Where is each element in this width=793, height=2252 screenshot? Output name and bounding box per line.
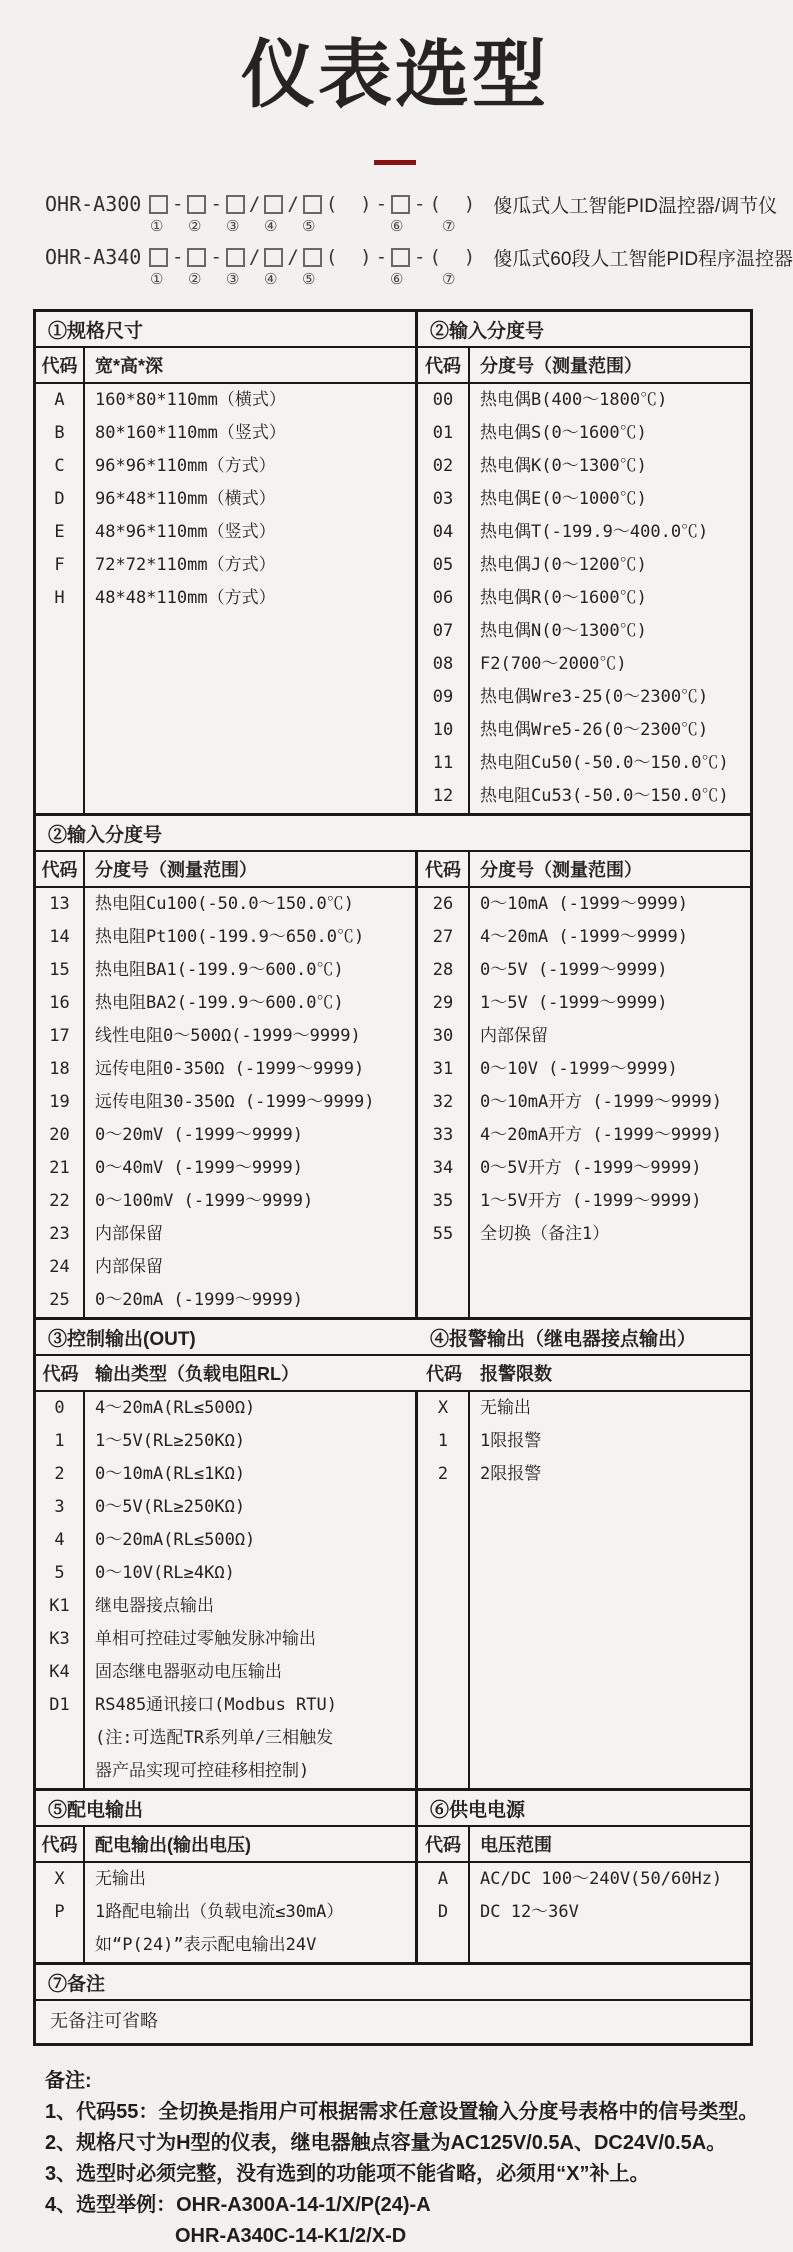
table-section-remark [36,1962,750,2043]
position-marker: ③ [226,218,240,235]
model-description: 傻瓜式60段人工智能PID程序温控器 [493,248,793,270]
value-column [470,888,750,1317]
code-column [36,1392,85,1788]
row-label: 热电偶N(0～1300℃) [480,621,647,641]
page-title: 仪表选型 [241,33,549,116]
pattern-box [303,248,322,267]
row-label: 0～10mA(RL≤1KΩ) [95,1464,246,1484]
row-label: 无输出 [95,1869,146,1889]
row-code: 07 [432,621,454,641]
column-header: 分度号（测量范围） [480,860,642,880]
row-code: 32 [432,1092,454,1112]
row-code: 31 [432,1059,454,1079]
row-code: 1 [437,1431,449,1451]
row-label: 热电偶E(0～1000℃) [480,489,647,509]
row-label: 0～20mA(RL≤500Ω) [95,1530,256,1550]
row-label: 4～20mA(RL≤500Ω) [95,1398,256,1418]
pattern-box [149,248,168,267]
row-label: 72*72*110mm（方式） [95,555,276,575]
row-code: A [54,390,65,410]
pattern-token: ( ) [429,193,476,215]
pattern-token: ( ) [325,193,372,215]
note-item: OHR-A340C-14-K1/2/X-D [175,2225,407,2247]
row-label: 热电偶S(0～1600℃) [480,423,647,443]
row-code: 04 [432,522,454,542]
table-section-control-output-and-alarm [36,1317,750,1788]
column-header: 报警限数 [480,1364,552,1384]
row-label: 热电偶K(0～1300℃) [480,456,647,476]
row-code: 15 [49,960,70,980]
column-header-row [36,1827,750,1863]
column-header: 分度号（测量范围） [480,356,642,376]
row-label: 热电阻Cu50(-50.0～150.0℃) [480,753,729,773]
row-code: K3 [49,1629,70,1649]
row-label: 96*96*110mm（方式） [95,456,276,476]
row-code: X [54,1869,65,1889]
row-label: 热电偶B(400～1800℃) [480,390,668,410]
row-code: 06 [432,588,454,608]
selection-table [33,309,753,2046]
row-label: F2(700～2000℃) [480,654,627,674]
row-label: 0～10V (-1999～9999) [480,1059,678,1079]
pattern-token: - [414,193,426,215]
value-column [85,888,418,1317]
pattern-box [264,248,283,267]
pattern-token: / [287,246,299,268]
pattern-token: - [210,246,222,268]
row-label: 4～20mA (-1999～9999) [480,927,688,947]
section-title: ⑦备注 [48,1973,106,1995]
section-rows [36,1863,750,1962]
pattern-box [303,195,322,214]
row-code: 00 [432,390,454,410]
pattern-token: ( ) [325,246,372,268]
row-label: 0～5V (-1999～9999) [480,960,668,980]
row-label: 固态继电器驱动电压输出 [95,1662,282,1682]
pattern-box [149,195,168,214]
row-label: 热电阻Pt100(-199.9～650.0℃) [95,927,365,947]
row-label: 如“P(24)”表示配电输出24V [95,1935,317,1955]
row-code: A [437,1869,449,1889]
pattern-token: - [375,193,388,215]
model-name: OHR-A340 [45,245,142,269]
code-column [418,1863,470,1962]
position-marker: ⑤ [302,271,316,288]
pattern-token: - [375,246,388,268]
table-row: 无备注可省略 [50,2011,158,2032]
row-code: 05 [432,555,454,575]
row-code: 28 [432,960,454,980]
row-label: 48*96*110mm（竖式） [95,522,276,542]
row-code: 12 [432,786,454,806]
section-title: ③控制输出(OUT) [48,1328,196,1350]
position-marker: ⑦ [442,271,456,288]
section-title-band [36,1791,750,1827]
column-header: 代码 [36,348,85,382]
section-title-band [36,1320,750,1356]
section-rows [36,384,750,813]
row-label: 1路配电输出（负载电流≤30mA） [95,1902,344,1922]
row-label: 内部保留 [95,1257,163,1277]
row-code [36,1929,83,1962]
column-header: 宽*高*深 [85,348,418,382]
section-rows [36,2001,750,2043]
row-code: 13 [49,894,70,914]
row-label: 1限报警 [480,1431,542,1451]
row-code: 23 [49,1224,70,1244]
row-code: 5 [54,1563,65,1583]
footnotes [45,2066,790,2252]
row-code: 30 [432,1026,454,1046]
code-column [418,1392,470,1788]
pattern-box [264,195,283,214]
column-header: 配电输出(输出电压) [85,1827,418,1861]
row-code: X [437,1398,449,1418]
position-marker: ③ [226,271,240,288]
row-label: 0～5V开方 (-1999～9999) [480,1158,702,1178]
value-column [85,1392,418,1788]
table-section-power-distribution-and-supply [36,1788,750,1962]
row-label: 热电阻BA1(-199.9～600.0℃) [95,960,344,980]
position-marker: ④ [264,271,278,288]
row-code: 55 [432,1224,454,1244]
row-label: AC/DC 100～240V(50/60Hz) [480,1869,723,1889]
value-column [470,384,750,813]
row-code: 10 [432,720,454,740]
row-code: 0 [54,1398,65,1418]
row-label: DC 12～36V [480,1902,579,1922]
row-code: 24 [49,1257,70,1277]
row-label: 80*160*110mm（竖式） [95,423,286,443]
row-code: 02 [432,456,454,476]
note-item: 1、代码55：全切换是指用户可根据需求任意设置输入分度号表格中的信号类型。 [45,2101,759,2123]
pattern-token: / [248,246,261,268]
row-code: 14 [49,927,70,947]
row-label: 单相可控硅过零触发脉冲输出 [95,1629,316,1649]
row-code: C [54,456,65,476]
position-marker: ① [150,271,164,288]
row-code: 16 [49,993,70,1013]
column-header-row [36,852,750,888]
row-label: 96*48*110mm（横式） [95,489,276,509]
code-column [36,888,85,1317]
row-code: B [54,423,65,443]
row-code: 08 [432,654,454,674]
column-header-row [36,348,750,384]
section-title: ②输入分度号 [430,320,545,342]
row-code: 22 [49,1191,70,1211]
position-marker: ⑦ [442,218,456,235]
row-label: 线性电阻0～500Ω(-1999～9999) [95,1026,361,1046]
row-label: 器产品实现可控硅移相控制) [95,1761,310,1781]
row-label: 0～40mV (-1999～9999) [95,1158,303,1178]
row-code: 29 [432,993,454,1013]
row-code: 2 [437,1464,449,1484]
row-code: 3 [54,1497,65,1517]
column-header: 代码 [418,1827,470,1861]
column-header-row [36,1356,750,1392]
row-code: 33 [432,1125,454,1145]
section-title: ④报警输出（继电器接点输出） [430,1328,697,1350]
row-code: D [437,1902,449,1922]
row-label: 4～20mA开方 (-1999～9999) [480,1125,722,1145]
pattern-token: / [248,193,261,215]
column-header: 代码 [426,1364,462,1384]
section-title-band [36,312,750,348]
row-code [36,1722,83,1755]
row-label: 0～10V(RL≥4KΩ) [95,1563,235,1583]
pattern-token: - [172,246,184,268]
position-marker: ② [188,218,202,235]
row-label: 0～20mV (-1999～9999) [95,1125,303,1145]
row-code: 1 [54,1431,65,1451]
position-marker-row [149,217,790,240]
row-code: D [54,489,65,509]
column-header: 代码 [36,852,85,886]
row-code [36,1755,83,1788]
row-label: 1～5V (-1999～9999) [480,993,668,1013]
row-code: 18 [49,1059,70,1079]
note-item: 3、选型时必须完整，没有选到的功能项不能省略，必须用“X”补上。 [45,2163,650,2185]
model-code-line [45,191,790,217]
row-label: 160*80*110mm（横式） [95,390,286,410]
model-pattern [149,193,475,215]
row-code: H [54,588,65,608]
position-marker: ⑥ [390,271,404,288]
row-label: 无输出 [480,1398,531,1418]
row-code: 19 [49,1092,70,1112]
section-title: ⑥供电电源 [430,1799,526,1821]
position-marker: ⑤ [302,218,316,235]
row-label: 2限报警 [480,1464,542,1484]
section-title-band [36,1965,750,2001]
section-title: ①规格尺寸 [36,312,418,346]
column-header: 代码 [418,348,470,382]
value-column [470,1863,750,1962]
row-label: 内部保留 [95,1224,163,1244]
value-column [470,1392,750,1788]
row-label: 热电阻Cu53(-50.0～150.0℃) [480,786,729,806]
pattern-token: / [287,193,299,215]
notes-label: 备注: [45,2070,92,2092]
row-code: 26 [432,894,454,914]
pattern-token: - [414,246,426,268]
row-label: 1～5V(RL≥250KΩ) [95,1431,246,1451]
value-column [85,1863,418,1962]
row-code: 34 [432,1158,454,1178]
row-label: RS485通讯接口(Modbus RTU) [95,1695,337,1715]
row-label: 热电阻Cu100(-50.0～150.0℃) [95,894,354,914]
row-label: 0～20mA (-1999～9999) [95,1290,303,1310]
row-code: 03 [432,489,454,509]
section-rows [36,888,750,1317]
row-code: P [54,1902,65,1922]
position-marker-row [149,270,790,293]
row-label: 全切换（备注1） [480,1224,610,1244]
pattern-token: ( ) [429,246,476,268]
row-label: 内部保留 [480,1026,548,1046]
row-code: 21 [49,1158,70,1178]
row-code: 4 [54,1530,65,1550]
row-label: 热电偶J(0～1200℃) [480,555,647,575]
row-label: 热电偶Wre5-26(0～2300℃) [480,720,709,740]
row-code: 09 [432,687,454,707]
row-code: K4 [49,1662,70,1682]
note-item: 2、规格尺寸为H型的仪表，继电器触点容量为AC125V/0.5A、DC24V/0.5A。 [45,2132,727,2154]
row-label: 热电偶R(0～1600℃) [480,588,647,608]
position-marker: ② [188,271,202,288]
row-label: 0～10mA开方 (-1999～9999) [480,1092,722,1112]
model-description: 傻瓜式人工智能PID温控器/调节仪 [493,195,778,217]
position-marker: ⑥ [390,218,404,235]
column-header: 输出类型（负载电阻RL） [95,1364,299,1384]
code-column [36,384,85,813]
row-code: 27 [432,927,454,947]
row-code: F [54,555,65,575]
model-code-area [0,165,793,293]
row-label: (注:可选配TR系列单/三相触发 [95,1728,334,1748]
table-section-size-and-input [36,312,750,813]
pattern-box [226,248,245,267]
model-name: OHR-A300 [45,192,142,216]
section-rows [36,1392,750,1788]
column-header: 电压范围 [480,1835,552,1855]
model-pattern [149,246,475,268]
pattern-token: - [210,193,222,215]
note-item: 4、选型举例：OHR-A300A-14-1/X/P(24)-A [45,2194,431,2216]
row-label: 热电阻BA2(-199.9～600.0℃) [95,993,344,1013]
pattern-box [187,195,206,214]
section-title: ⑤配电输出 [36,1791,418,1825]
pattern-box [391,248,410,267]
document-page [0,16,793,2252]
row-code: 01 [432,423,454,443]
row-label: 远传电阻30-350Ω (-1999～9999) [95,1092,375,1112]
position-marker: ④ [264,218,278,235]
row-code: 20 [49,1125,70,1145]
column-header: 代码 [418,852,470,886]
code-column [418,384,470,813]
row-label: 热电偶Wre3-25(0～2300℃) [480,687,709,707]
row-code: 17 [49,1026,70,1046]
pattern-box [187,248,206,267]
model-code-line [45,244,793,270]
notes-list [45,2097,790,2252]
row-label: 热电偶T(-199.9～400.0℃) [480,522,709,542]
pattern-token: - [172,193,184,215]
row-label: 48*48*110mm（方式） [95,588,276,608]
column-header: 代码 [42,1364,79,1384]
column-header: 分度号（测量范围） [85,852,418,886]
value-column [85,384,418,813]
pattern-box [391,195,410,214]
row-label: 远传电阻0-350Ω (-1999～9999) [95,1059,365,1079]
row-label: 继电器接点输出 [95,1596,214,1616]
column-header: 代码 [36,1827,85,1861]
row-code: 2 [54,1464,65,1484]
row-label: 0～5V(RL≥250KΩ) [95,1497,246,1517]
section-title: ②输入分度号 [48,824,163,846]
row-code: 25 [49,1290,70,1310]
row-label: 1～5V开方 (-1999～9999) [480,1191,702,1211]
position-marker: ① [150,218,164,235]
row-code: 35 [432,1191,454,1211]
table-section-input-continued [36,813,750,1317]
row-label: 0～10mA (-1999～9999) [480,894,688,914]
row-code: 11 [432,753,454,773]
row-code: K1 [49,1596,70,1616]
code-column [36,1863,85,1962]
section-title-band [36,816,750,852]
row-code: E [54,522,65,542]
row-code: D1 [49,1695,70,1715]
row-label: 0～100mV (-1999～9999) [95,1191,314,1211]
pattern-box [226,195,245,214]
code-column [418,888,470,1317]
